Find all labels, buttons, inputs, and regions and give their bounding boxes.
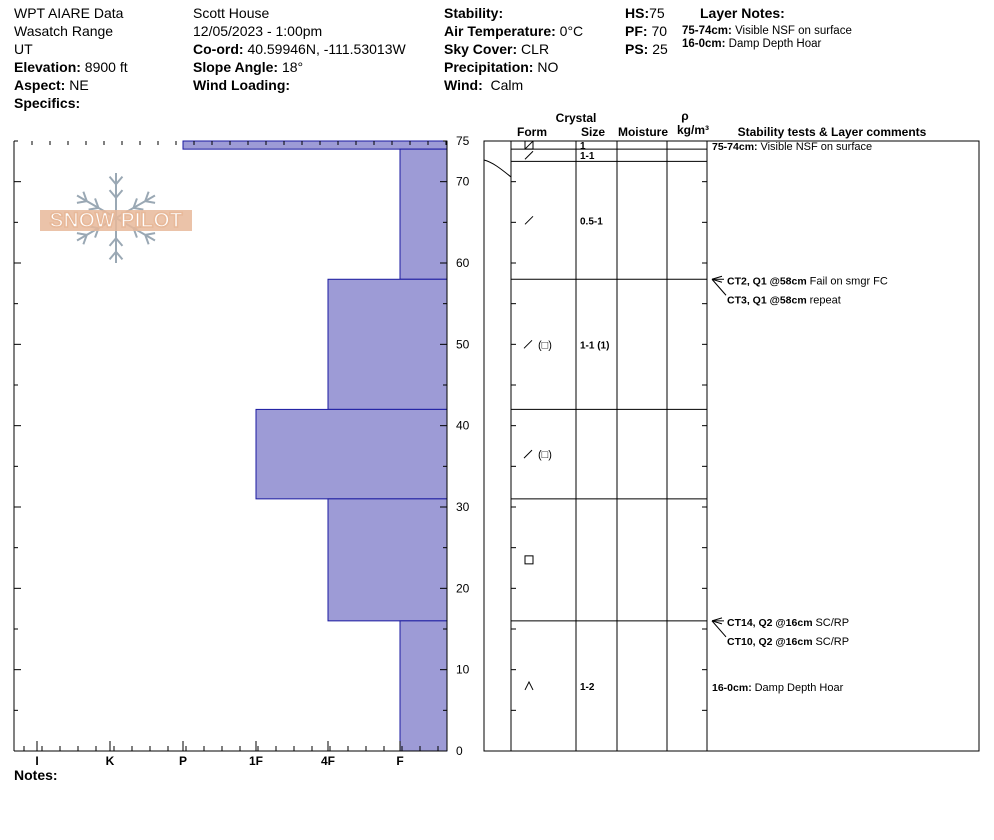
aspect: Aspect: NE — [14, 77, 89, 93]
coordinates: Co-ord: 40.59946N, -111.53013W — [193, 41, 406, 57]
comment-body: SC/RP — [815, 635, 850, 648]
depth-hoar-caret — [525, 682, 533, 690]
air-temperature: Air Temperature: 0°C — [444, 23, 584, 39]
specifics: Specifics: — [14, 95, 81, 111]
x-tick-label: 4F — [320, 754, 336, 768]
y-tick-label: 70 — [456, 174, 470, 189]
grain-size: 1-2 — [580, 681, 595, 693]
x-tick-label: F — [396, 754, 404, 768]
layer-note-2: 16-0cm: Damp Depth Hoar — [682, 38, 822, 50]
grain-size: 1-1 — [580, 151, 595, 163]
comment-body: Fail on smgr FC — [809, 275, 888, 288]
hardness-bar — [328, 499, 447, 621]
elevation: Elevation: 8900 ft — [14, 59, 128, 75]
x-tick-label: 1F — [248, 754, 264, 768]
hardness-bar — [328, 279, 447, 409]
hardness-bar — [256, 409, 447, 498]
layer-table — [484, 109, 979, 751]
comment-label: CT2, Q1 @58cm — [727, 275, 810, 288]
faceted-icon — [525, 556, 533, 564]
y-tick-label: 0 — [456, 744, 463, 758]
wind-loading: Wind Loading: — [193, 77, 291, 93]
comment-text — [727, 617, 849, 629]
header-moisture: Moisture — [617, 125, 669, 139]
comment-text — [727, 294, 841, 306]
comment-body: SC/RP — [815, 616, 850, 629]
grain-size: 0.5-1 — [580, 216, 603, 228]
melt-freeze-crust-icon — [525, 141, 533, 149]
header-stability-comments: Stability tests & Layer comments — [737, 125, 927, 139]
pit-floor-depth: PF: 70 — [625, 23, 668, 39]
y-tick-label: 60 — [456, 256, 470, 270]
comment-text — [712, 682, 844, 694]
x-tick-label: P — [178, 754, 188, 768]
x-tick-label: K — [105, 754, 115, 768]
faceted-square — [525, 556, 533, 564]
notes-label: Notes: — [14, 767, 58, 783]
header-rho: ρ — [681, 109, 689, 123]
comment-body: Damp Depth Hoar — [754, 681, 844, 694]
decomp-slash — [524, 340, 532, 348]
snow-pilot-logo — [40, 173, 192, 263]
header-density-unit: kg/m³ — [676, 123, 710, 137]
penetration-depth: PS: 25 — [625, 41, 668, 57]
comment-label: CT10, Q2 @16cm — [727, 635, 816, 648]
stability: Stability: — [444, 5, 504, 21]
layer-notes-title: Layer Notes: — [700, 5, 785, 21]
header-size: Size — [580, 125, 606, 139]
comment-label: CT14, Q2 @16cm — [727, 616, 816, 629]
decomp-slash — [525, 216, 533, 224]
decomp-slash — [524, 450, 532, 458]
height-of-snow: HS:75 — [625, 5, 665, 21]
state-name: UT — [14, 41, 33, 57]
observation-datetime: 12/05/2023 - 1:00pm — [193, 23, 323, 39]
comment-text — [727, 275, 888, 287]
precipitation: Precipitation: NO — [444, 59, 559, 75]
comment-label: CT3, Q1 @58cm — [727, 294, 810, 307]
y-tick-label: 50 — [456, 337, 470, 352]
comment-body: repeat — [809, 294, 841, 307]
flake-branch — [145, 233, 155, 235]
comment-body: Visible NSF on surface — [760, 141, 873, 154]
comment-text — [727, 636, 849, 648]
slope-angle: Slope Angle: 18° — [193, 59, 304, 75]
flake-branch — [77, 201, 87, 203]
flake-branch — [77, 233, 87, 235]
range-name: Wasatch Range — [14, 23, 114, 39]
layer-note-1: 75-74cm: Visible NSF on surface — [682, 25, 852, 37]
logo-text: SNOW PILOT — [49, 209, 183, 232]
y-tick-label: 10 — [456, 662, 470, 677]
grain-size: 1-1 (1) — [580, 340, 610, 352]
x-tick-label: I — [35, 754, 39, 768]
decomp-slash — [525, 151, 533, 159]
stability-comments — [712, 141, 888, 694]
observer-org: WPT AIARE Data — [14, 5, 124, 21]
comment-text — [712, 141, 872, 153]
sky-cover: Sky Cover: CLR — [444, 41, 550, 57]
faceted-paren: (□) — [538, 339, 552, 352]
hardness-bar — [400, 621, 447, 751]
decomposing-faceted-icon — [524, 449, 552, 461]
header-form: Form — [517, 125, 547, 139]
comment-label: 75-74cm: — [712, 141, 761, 154]
flake-branch — [145, 201, 155, 203]
y-tick-label: 75 — [456, 134, 470, 148]
crust-slash — [525, 141, 533, 149]
y-tick-label: 40 — [456, 418, 470, 433]
location-name: Scott House — [193, 5, 270, 21]
hardness-bar — [183, 141, 447, 149]
comment-label: 16-0cm: — [712, 681, 755, 694]
faceted-paren: (□) — [538, 449, 552, 462]
decomposing-faceted-icon — [524, 339, 552, 351]
y-tick-label: 20 — [456, 581, 470, 596]
hardness-bar — [400, 149, 447, 279]
table-border — [484, 141, 979, 751]
header-crystal: Crystal — [555, 111, 597, 125]
wind: Wind: Calm — [444, 77, 524, 93]
depth-hoar-icon — [525, 682, 533, 690]
grain-size: 1 — [580, 141, 586, 153]
decomposing-icon — [525, 151, 533, 159]
y-tick-label: 30 — [456, 500, 470, 514]
depth-connector-line — [484, 160, 511, 177]
decomposing-icon — [525, 216, 533, 224]
